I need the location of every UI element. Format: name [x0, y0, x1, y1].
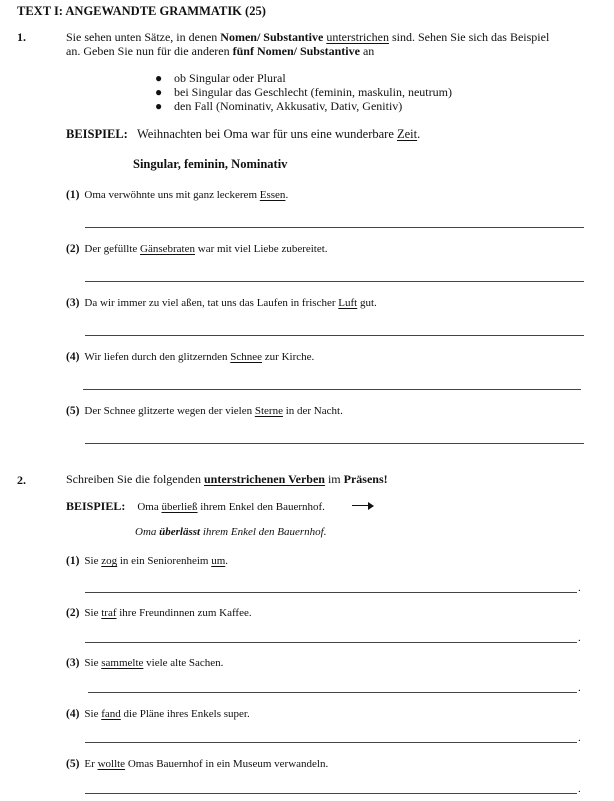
bold-text: Präsens!	[343, 472, 388, 486]
answer-line-1-1[interactable]	[85, 227, 584, 228]
item-number: (1)	[66, 555, 80, 567]
line-end-period: .	[578, 582, 581, 594]
bullet-text: den Fall (Nominativ, Akkusativ, Dativ, Genitiv)	[174, 99, 403, 113]
answer-line-1-5[interactable]	[85, 443, 584, 444]
answer-line-2-4[interactable]	[85, 742, 577, 743]
task1-bullet-list	[155, 71, 452, 113]
item-number: (5)	[66, 405, 80, 417]
example-label: BEISPIEL:	[66, 499, 126, 513]
example-text: ihrem Enkel den Bauernhof.	[197, 501, 325, 513]
bullet-item	[155, 71, 452, 85]
line-end-period: .	[578, 632, 581, 644]
task1-example-solution: Singular, feminin, Nominativ	[133, 157, 288, 171]
task2-item-4	[66, 708, 250, 720]
task1-instructions-line2	[66, 44, 549, 58]
task1-item-4	[66, 351, 314, 363]
example-text: Oma	[137, 501, 162, 513]
item-text: Der Schnee glitzerte wegen der vielen	[84, 405, 255, 417]
bold-text: Nomen/ Substantive	[220, 30, 324, 44]
item-text: Der gefüllte	[84, 243, 141, 255]
item-text: zur Kirche.	[262, 351, 315, 363]
task2-example	[66, 499, 325, 514]
item-text: Sie	[84, 708, 102, 720]
task2-item-2	[66, 607, 252, 619]
item-text: .	[225, 555, 229, 567]
item-text: die Pläne ihres Enkels super.	[120, 708, 250, 720]
text: an. Geben Sie nun für die anderen	[66, 44, 233, 58]
item-text: Da wir immer zu viel aßen, tat uns das Laufen in frischer	[84, 297, 339, 309]
answer-line-1-3[interactable]	[85, 335, 584, 336]
item-text: in ein Seniorenheim	[117, 555, 212, 567]
answer-line-2-5[interactable]	[85, 793, 577, 794]
task1-instructions	[66, 30, 549, 58]
answer-line-1-4[interactable]	[83, 389, 581, 390]
task1-item-5	[66, 405, 343, 417]
item-number: (4)	[66, 708, 80, 720]
task1-instructions-line1	[66, 30, 549, 44]
solution-text: Oma	[135, 526, 160, 538]
text: an	[359, 44, 375, 58]
bullet-item	[155, 85, 452, 99]
item-text: Sie	[84, 555, 102, 567]
task1-example	[66, 127, 420, 142]
item-number: (3)	[66, 297, 80, 309]
underlined-text: unterstrichen	[326, 30, 389, 44]
task2-item-3	[66, 657, 223, 669]
text: Schreiben Sie die folgenden	[66, 472, 204, 486]
task1-item-3	[66, 297, 377, 309]
task2-item-1	[66, 555, 228, 567]
line-end-period: .	[578, 682, 581, 694]
item-noun: Schnee	[230, 351, 263, 363]
task2-item-5	[66, 758, 328, 770]
example-verb: überließ	[161, 501, 198, 513]
item-text: Sie	[84, 657, 102, 669]
item-verb: wollte	[97, 758, 126, 770]
item-text: in der Nacht.	[282, 405, 343, 417]
bullet-icon: ●	[155, 99, 163, 113]
task2-instructions	[66, 472, 388, 487]
item-noun: Sterne	[254, 405, 283, 417]
bullet-icon: ●	[155, 85, 163, 99]
item-text: Oma verwöhnte uns mit ganz leckerem	[84, 189, 260, 201]
item-verb: zog	[101, 555, 118, 567]
text: Sie sehen unten Sätze, in denen	[66, 30, 221, 44]
solution-verb: überlässt	[159, 526, 201, 538]
item-text: Wir liefen durch den glitzernden	[84, 351, 231, 363]
bullet-item	[155, 99, 452, 113]
bullet-text: ob Singular oder Plural	[174, 71, 286, 85]
item-text: gut.	[357, 297, 377, 309]
task1-item-1	[66, 189, 288, 201]
line-end-period: .	[578, 732, 581, 744]
example-label: BEISPIEL:	[66, 127, 128, 141]
item-verb-particle: um	[211, 555, 226, 567]
item-noun: Gänsebraten	[140, 243, 195, 255]
task2-example-solution	[135, 526, 326, 538]
item-text: Omas Bauernhof in ein Museum verwandeln.	[125, 758, 329, 770]
item-number: (1)	[66, 189, 80, 201]
item-number: (2)	[66, 607, 80, 619]
answer-line-1-2[interactable]	[85, 281, 584, 282]
example-text: .	[417, 127, 421, 141]
item-text: viele alte Sachen.	[143, 657, 224, 669]
bold-underlined-text: unterstrichenen Verben	[203, 472, 325, 486]
answer-line-2-3[interactable]	[88, 692, 577, 693]
bullet-text: bei Singular das Geschlecht (feminin, maskulin, neutrum)	[174, 85, 452, 99]
item-number: (5)	[66, 758, 80, 770]
item-verb: traf	[101, 607, 117, 619]
item-text: Sie	[84, 607, 102, 619]
item-text: war mit viel Liebe zubereitet.	[195, 243, 328, 255]
item-verb: sammelte	[101, 657, 144, 669]
answer-line-2-1[interactable]	[85, 592, 577, 593]
answer-line-2-2[interactable]	[85, 642, 577, 643]
example-noun: Zeit	[397, 127, 418, 141]
item-text: .	[285, 189, 289, 201]
task1-number: 1.	[17, 30, 26, 44]
task2-number: 2.	[17, 473, 26, 487]
item-number: (4)	[66, 351, 80, 363]
item-text: Er	[84, 758, 98, 770]
bullet-icon: ●	[155, 71, 163, 85]
page-title: TEXT I: ANGEWANDTE GRAMMATIK (25)	[17, 4, 266, 18]
line-end-period: .	[578, 783, 581, 795]
arrow-right-icon	[352, 505, 372, 506]
example-text: Weihnachten bei Oma war für uns eine wunderbare	[137, 127, 397, 141]
item-number: (2)	[66, 243, 80, 255]
item-verb: fand	[101, 708, 121, 720]
item-noun: Essen	[259, 189, 286, 201]
solution-text: ihrem Enkel den Bauernhof.	[200, 526, 327, 538]
bold-text: fünf Nomen/ Substantive	[232, 44, 360, 58]
item-number: (3)	[66, 657, 80, 669]
text: sind. Sehen Sie sich das Beispiel	[388, 30, 550, 44]
item-text: ihre Freundinnen zum Kaffee.	[116, 607, 252, 619]
text: im	[324, 472, 344, 486]
task1-item-2	[66, 243, 328, 255]
item-noun: Luft	[338, 297, 358, 309]
